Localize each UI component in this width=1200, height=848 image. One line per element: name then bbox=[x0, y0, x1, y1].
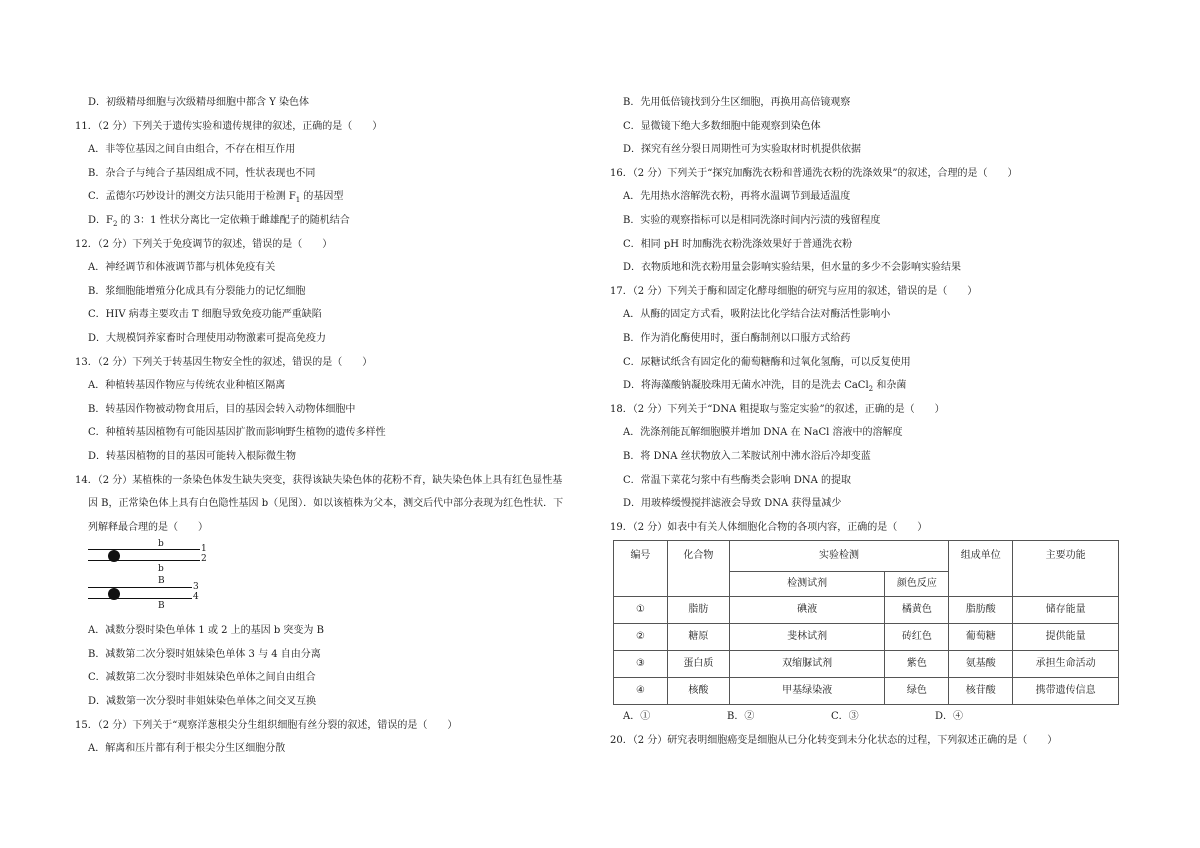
row-compound: 核酸 bbox=[667, 678, 729, 705]
table-row bbox=[614, 651, 1119, 678]
row-color: 紫色 bbox=[885, 651, 949, 678]
q18-option-c: C．常温下菜花匀浆中有些酶类会影响 DNA 的提取 bbox=[623, 474, 851, 486]
q17-option-b: B．作为消化酶使用时，蛋白酶制剂以口服方式给药 bbox=[623, 332, 851, 344]
row-color: 橘黄色 bbox=[885, 597, 949, 624]
row-reagent: 甲基绿染液 bbox=[729, 678, 885, 705]
row-unit: 核苷酸 bbox=[949, 678, 1013, 705]
chromatid-2 bbox=[88, 560, 200, 561]
q12-stem: 12．（2 分）下列关于免疫调节的叙述，错误的是（ ） bbox=[75, 238, 333, 250]
q16-option-b: B．实验的观察指标可以是相同洗涤时间内污渍的残留程度 bbox=[623, 214, 881, 226]
compound-table bbox=[613, 540, 1119, 705]
q11-option-c: C．孟德尔巧妙设计的测交方法只能用于检测 $F_1$ 的基因型 bbox=[88, 191, 344, 205]
q17-option-a: A．从酶的固定方式看，吸附法比化学结合法对酶活性影响小 bbox=[623, 309, 891, 321]
row-compound: 蛋白质 bbox=[667, 651, 729, 678]
header-number: 编号 bbox=[614, 541, 668, 597]
q19-options bbox=[610, 705, 1125, 729]
q18-stem: 18．（2 分）下列关于“DNA 粗提取与鉴定实验”的叙述，正确的是（ ） bbox=[610, 403, 945, 415]
q13-option-d: D．转基因植物的目的基因可能转入根际微生物 bbox=[88, 450, 297, 462]
q10-option-d: D．初级精母细胞与次级精母细胞中都含 Y 染色体 bbox=[88, 97, 309, 108]
q12-option-b: B．浆细胞能增殖分化成具有分裂能力的记忆细胞 bbox=[88, 285, 306, 297]
q15-stem: 15．（2 分）下列关于“观察洋葱根尖分生组织细胞有丝分裂的叙述，错误的是（ ） bbox=[75, 719, 458, 731]
q14-option-c: C．减数第二次分裂时非姐妹染色单体之间自由组合 bbox=[88, 672, 316, 684]
q18-option-b: B．将 DNA 丝状物放入二苯胺试剂中沸水浴后冷却变蓝 bbox=[623, 450, 871, 462]
q17-stem: 17．（2 分）下列关于酶和固定化酵母细胞的研究与应用的叙述，错误的是（ ） bbox=[610, 285, 978, 297]
label-4: 4 bbox=[193, 592, 199, 603]
q15-option-c: C．显微镜下绝大多数细胞中能观察到染色体 bbox=[623, 120, 821, 132]
q14-stem-line3: 列解释最合理的是（ ） bbox=[88, 521, 208, 533]
q12-option-a: A．神经调节和体液调节都与机体免疫有关 bbox=[88, 262, 276, 274]
q13-stem: 13．（2 分）下列关于转基因生物安全性的叙述，错误的是（ ） bbox=[75, 356, 373, 368]
row-compound: 糖原 bbox=[667, 624, 729, 651]
q12-option-d: D．大规模饲养家畜时合理使用动物激素可提高免疫力 bbox=[88, 332, 327, 344]
row-unit: 葡萄糖 bbox=[949, 624, 1013, 651]
right-column bbox=[610, 91, 1125, 752]
label-1: 1 bbox=[201, 544, 207, 555]
q16-stem: 16．（2 分）下列关于“探究加酶洗衣粉和普通洗衣粉的洗涤效果”的叙述，合理的是（ ） bbox=[610, 167, 1018, 179]
chromosome-diagram bbox=[88, 539, 228, 619]
chromatid-4 bbox=[88, 598, 192, 599]
q19-option-b: B．② bbox=[727, 711, 755, 723]
q13-option-c: C．种植转基因植物有可能因基因扩散而影响野生植物的遗传多样性 bbox=[88, 427, 386, 439]
label-b-top: b bbox=[158, 539, 164, 550]
q18-option-a: A．洗涤剂能瓦解细胞膜并增加 DNA 在 NaCl 溶液中的溶解度 bbox=[623, 427, 903, 439]
row-compound: 脂肪 bbox=[667, 597, 729, 624]
label-B-bottom: B bbox=[158, 601, 165, 612]
header-unit: 组成单位 bbox=[949, 541, 1013, 597]
q14-option-d: D．减数第一次分裂时非姐妹染色单体之间交叉互换 bbox=[88, 696, 317, 708]
q11-option-b: B．杂合子与纯合子基因组成不同，性状表现也不同 bbox=[88, 167, 316, 179]
row-unit: 氨基酸 bbox=[949, 651, 1013, 678]
row-number: ② bbox=[614, 624, 668, 651]
row-reagent: 碘液 bbox=[729, 597, 885, 624]
chromatid-1 bbox=[88, 549, 200, 550]
row-function: 携带遗传信息 bbox=[1013, 678, 1119, 705]
row-function: 储存能量 bbox=[1013, 597, 1119, 624]
header-color: 颜色反应 bbox=[885, 572, 949, 597]
q15-option-a: A．解离和压片都有利于根尖分生区细胞分散 bbox=[88, 743, 286, 755]
q11-option-d: D．$F_2$ 的 3：1 性状分离比一定依赖于雌雄配子的随机结合 bbox=[88, 214, 350, 228]
row-reagent: 双缩脲试剂 bbox=[729, 651, 885, 678]
q16-option-d: D．衣物质地和洗衣粉用量会影响实验结果，但水量的多少不会影响实验结果 bbox=[623, 262, 962, 274]
header-reagent: 检测试剂 bbox=[729, 572, 885, 597]
row-number: ③ bbox=[614, 651, 668, 678]
q13-option-a: A．种植转基因作物应与传统农业种植区隔离 bbox=[88, 380, 286, 392]
row-color: 砖红色 bbox=[885, 624, 949, 651]
q20-stem: 20．（2 分）研究表明细胞癌变是细胞从已分化转变到未分化状态的过程，下列叙述正确的是（ ） bbox=[610, 734, 1058, 746]
q17-option-c: C．尿糖试纸含有固定化的葡萄糖酶和过氧化氢酶，可以反复使用 bbox=[623, 356, 911, 368]
q13-option-b: B．转基因作物被动物食用后，目的基因会转入动物体细胞中 bbox=[88, 403, 356, 415]
q16-option-a: A．先用热水溶解洗衣粉，再将水温调节到最适温度 bbox=[623, 191, 851, 203]
q19-option-a: A．① bbox=[623, 711, 651, 723]
q12-option-c: C．HIV 病毒主要攻击 T 细胞导致免疫功能严重缺陷 bbox=[88, 309, 322, 321]
label-2: 2 bbox=[201, 554, 207, 565]
row-reagent: 斐林试剂 bbox=[729, 624, 885, 651]
row-number: ④ bbox=[614, 678, 668, 705]
q16-option-c: C．相同 pH 时加酶洗衣粉洗涤效果好于普通洗衣粉 bbox=[623, 238, 853, 250]
q14-option-b: B．减数第二次分裂时姐妹染色单体 3 与 4 自由分离 bbox=[88, 648, 321, 660]
label-b-bottom: b bbox=[158, 564, 164, 575]
q19-option-d: D．④ bbox=[935, 711, 964, 723]
header-test: 实验检测 bbox=[729, 541, 949, 572]
chromatid-3 bbox=[88, 587, 192, 588]
row-function: 提供能量 bbox=[1013, 624, 1119, 651]
q19-stem: 19．（2 分）如表中有关人体细胞化合物的各项内容，正确的是（ ） bbox=[610, 521, 928, 533]
row-number: ① bbox=[614, 597, 668, 624]
label-B-top: B bbox=[158, 576, 165, 587]
left-column bbox=[75, 91, 595, 761]
table-row bbox=[614, 624, 1119, 651]
row-color: 绿色 bbox=[885, 678, 949, 705]
q18-option-d: D．用玻棒缓慢搅拌滤液会导致 DNA 获得量减少 bbox=[623, 498, 842, 510]
q14-stem-line2: 因 B，正常染色体上具有白色隐性基因 b（见图）．如以该植株为父本，测交后代中部分表现为红色性状．下 bbox=[88, 498, 564, 510]
q15-option-d: D．探究有丝分裂日周期性可为实验取材时机提供依据 bbox=[623, 144, 862, 156]
table-row bbox=[614, 678, 1119, 705]
row-unit: 脂肪酸 bbox=[949, 597, 1013, 624]
table-row bbox=[614, 597, 1119, 624]
label-3: 3 bbox=[193, 582, 199, 593]
row-function: 承担生命活动 bbox=[1013, 651, 1119, 678]
q14-stem-line1: 14．（2 分）某植株的一条染色体发生缺失突变，获得该缺失染色体的花粉不育，缺失染色体上具有红色显性基 bbox=[75, 474, 563, 486]
q14-option-a: A．减数分裂时染色单体 1 或 2 上的基因 b 突变为 B bbox=[88, 625, 324, 637]
header-compound: 化合物 bbox=[667, 541, 729, 597]
q17-option-d: D．将海藻酸钠凝胶珠用无菌水冲洗，目的是洗去 CaCl$_2$ 和杂菌 bbox=[623, 380, 907, 394]
q19-option-c: C．③ bbox=[831, 711, 859, 723]
q11-option-a: A．非等位基因之间自由组合，不存在相互作用 bbox=[88, 144, 296, 156]
q15-option-b: B．先用低倍镜找到分生区细胞，再换用高倍镜观察 bbox=[623, 97, 851, 108]
q11-stem: 11．（2 分）下列关于遗传实验和遗传规律的叙述，正确的是（ ） bbox=[75, 120, 383, 132]
header-function: 主要功能 bbox=[1013, 541, 1119, 597]
